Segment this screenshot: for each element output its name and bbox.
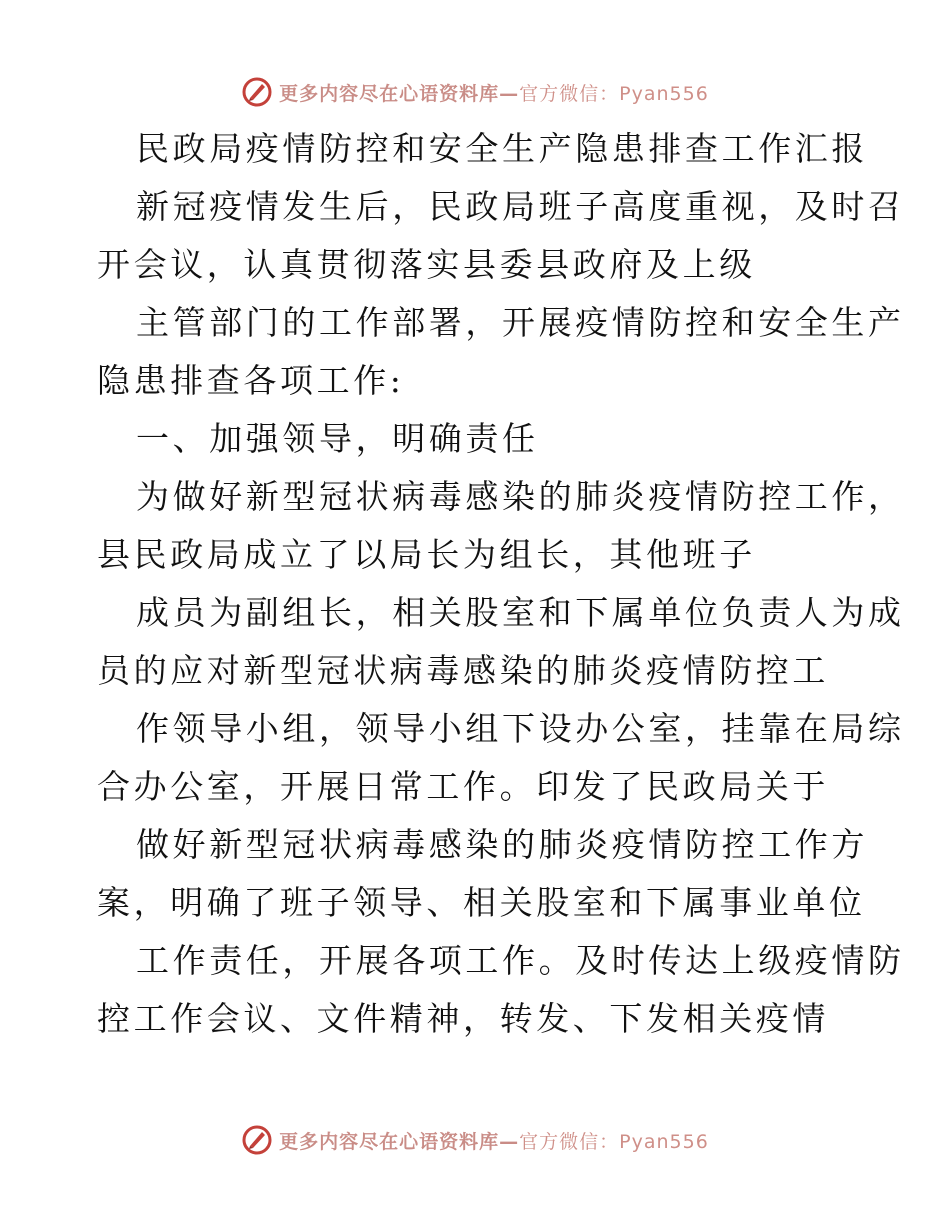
paragraph-line: 做好新型冠状病毒感染的肺炎疫情防控工作方 bbox=[136, 825, 868, 864]
paragraph-line: 成员为副组长，相关股室和下属单位负责人为成 bbox=[136, 593, 905, 632]
paragraph-line: 员的应对新型冠状病毒感染的肺炎疫情防控工 bbox=[97, 651, 829, 690]
footer-watermark bbox=[0, 1120, 950, 1160]
watermark-contact: 官方微信：Pyan556 bbox=[519, 82, 709, 105]
paragraph-line: 县民政局成立了以局长为组长，其他班子 bbox=[97, 535, 756, 574]
section-heading: 一、加强领导，明确责任 bbox=[136, 419, 539, 458]
watermark-contact: 官方微信：Pyan556 bbox=[519, 1130, 709, 1153]
paragraph-line: 工作责任，开展各项工作。及时传达上级疫情防 bbox=[136, 941, 905, 980]
watermark-separator: — bbox=[499, 82, 520, 105]
paragraph-line: 开会议，认真贯彻落实县委县政府及上级 bbox=[97, 245, 756, 284]
paragraph-line: 主管部门的工作部署，开展疫情防控和安全生产 bbox=[136, 303, 905, 342]
watermark-separator: — bbox=[499, 1130, 520, 1153]
quill-seal-icon bbox=[241, 1124, 273, 1156]
quill-seal-icon bbox=[241, 76, 273, 108]
header-watermark bbox=[0, 72, 950, 112]
paragraph-line: 控工作会议、文件精神，转发、下发相关疫情 bbox=[97, 999, 829, 1038]
paragraph-line: 新冠疫情发生后，民政局班子高度重视，及时召 bbox=[136, 187, 905, 226]
watermark-site: 更多内容尽在心语资料库 bbox=[279, 1130, 500, 1153]
paragraph-line: 作领导小组，领导小组下设办公室，挂靠在局综 bbox=[136, 709, 905, 748]
paragraph-line: 案，明确了班子领导、相关股室和下属事业单位 bbox=[97, 883, 866, 922]
document-title: 民政局疫情防控和安全生产隐患排查工作汇报 bbox=[136, 129, 868, 168]
watermark-site: 更多内容尽在心语资料库 bbox=[279, 82, 500, 105]
watermark-text bbox=[279, 1127, 709, 1154]
watermark-text bbox=[279, 79, 709, 106]
paragraph-line: 为做好新型冠状病毒感染的肺炎疫情防控工作， bbox=[136, 477, 905, 516]
paragraph-line: 隐患排查各项工作: bbox=[97, 361, 405, 400]
paragraph-line: 合办公室，开展日常工作。印发了民政局关于 bbox=[97, 767, 829, 806]
